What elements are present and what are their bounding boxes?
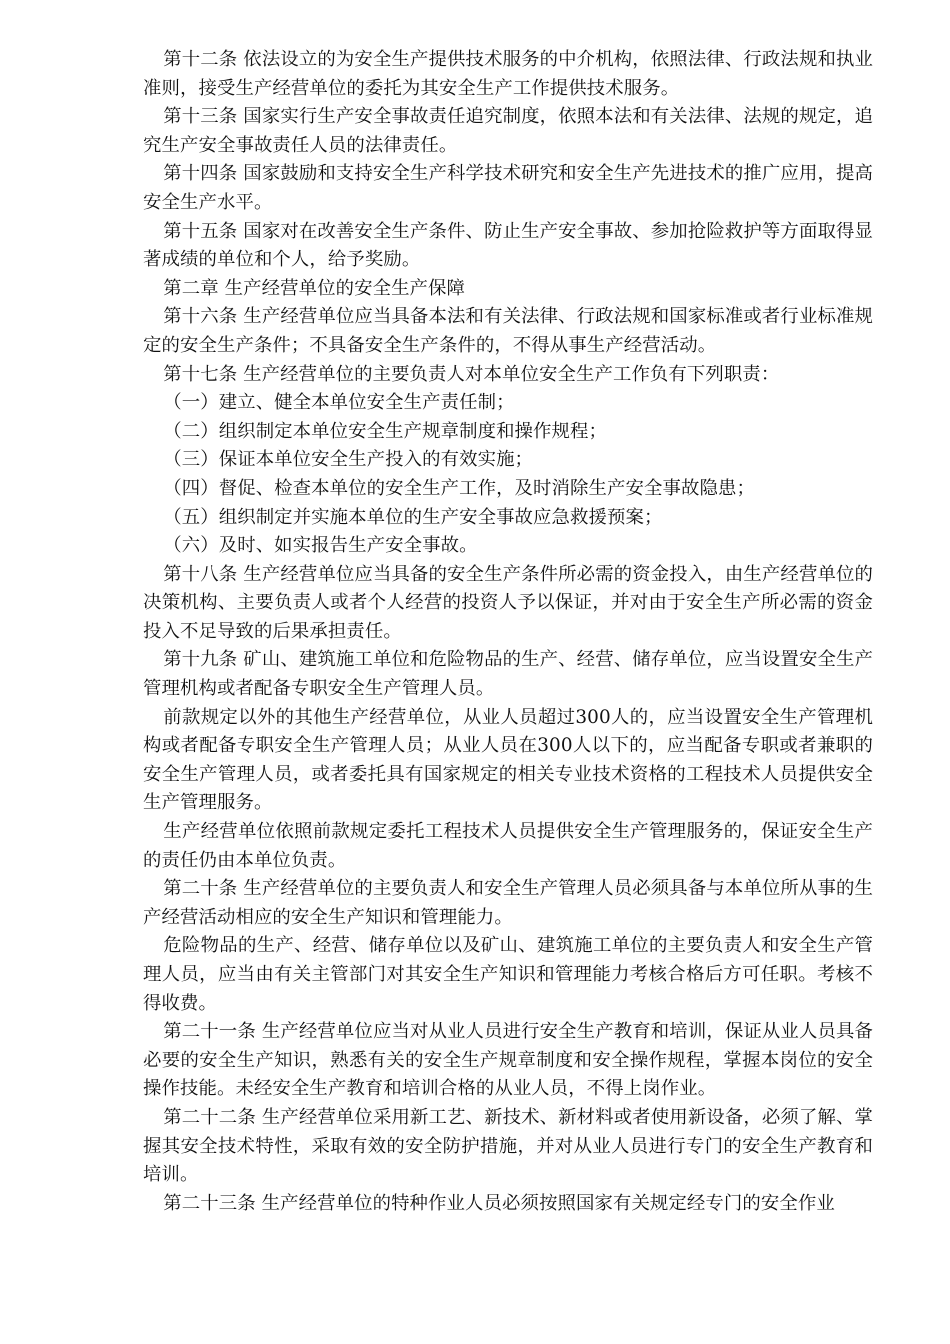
article-17-item-5: （五）组织制定并实施本单位的生产安全事故应急救援预案； — [163, 506, 663, 528]
article-14: 第十四条 国家鼓励和支持安全生产科学技术研究和安全生产先进技术的推广应用，提高安全生产水平。 — [143, 163, 873, 213]
article-19: 第十九条 矿山、建筑施工单位和危险物品的生产、经营、储存单位，应当设置安全生产管理机构或者配备专职安全生产管理人员。 — [143, 649, 873, 700]
chapter-heading: 第二章 生产经营单位的安全生产保障 — [163, 277, 466, 299]
article-22: 第二十二条 生产经营单位采用新工艺、新技术、新材料或者使用新设备，必须了解、掌握其安全技术特性，采取有效的安全防护措施，并对从业人员进行专门的安全生产教育和培训。 — [143, 1106, 873, 1186]
article-19-clause-2: 前款规定以外的其他生产经营单位，从业人员超过300人的，应当设置安全生产管理机构或者配备专职安全生产管理人员；从业人员在300人以下的，应当配备专职或者兼职的安全生产管理人员，或者委托具有国家规定的相关专业技术资格的工程技术人员提供安全生产管理服务。 — [143, 706, 873, 814]
article-12: 第十二条 依法设立的为安全生产提供技术服务的中介机构，依照法律、行政法规和执业准则，接受生产经营单位的委托为其安全生产工作提供技术服务。 — [143, 49, 873, 99]
document-page — [143, 46, 873, 1218]
article-23: 第二十三条 生产经营单位的特种作业人员必须按照国家有关规定经专门的安全作业 — [163, 1192, 835, 1214]
article-17-item-1: （一）建立、健全本单位安全生产责任制； — [163, 392, 515, 414]
article-19-clause-3: 生产经营单位依照前款规定委托工程技术人员提供安全生产管理服务的，保证安全生产的责任仍由本单位负责。 — [143, 821, 873, 871]
article-20: 第二十条 生产经营单位的主要负责人和安全生产管理人员必须具备与本单位所从事的生产经营活动相应的安全生产知识和管理能力。 — [143, 878, 873, 928]
article-20-clause-2: 危险物品的生产、经营、储存单位以及矿山、建筑施工单位的主要负责人和安全生产管理人员，应当由有关主管部门对其安全生产知识和管理能力考核合格后方可任职。考核不得收费。 — [143, 935, 873, 1014]
article-18: 第十八条 生产经营单位应当具备的安全生产条件所必需的资金投入，由生产经营单位的决策机构、主要负责人或者个人经营的投资人予以保证，并对由于安全生产所必需的资金投入不足导致的后果承担责任。 — [143, 563, 873, 642]
article-17: 第十七条 生产经营单位的主要负责人对本单位安全生产工作负有下列职责： — [163, 363, 780, 385]
article-15: 第十五条 国家对在改善安全生产条件、防止生产安全事故、参加抢险救护等方面取得显著成绩的单位和个人，给予奖励。 — [143, 220, 873, 271]
article-16: 第十六条 生产经营单位应当具备本法和有关法律、行政法规和国家标准或者行业标准规定的安全生产条件；不具备安全生产条件的，不得从事生产经营活动。 — [143, 306, 873, 356]
article-17-item-3: （三）保证本单位安全生产投入的有效实施； — [163, 449, 534, 471]
article-13: 第十三条 国家实行生产安全事故责任追究制度，依照本法和有关法律、法规的规定，追究生产安全事故责任人员的法律责任。 — [143, 106, 873, 156]
article-21: 第二十一条 生产经营单位应当对从业人员进行安全生产教育和培训，保证从业人员具备必要的安全生产知识，熟悉有关的安全生产规章制度和安全操作规程，掌握本岗位的安全操作技能。未经安全生产教育和培训合格的从业人员，不得上岗作业。 — [143, 1021, 873, 1100]
article-17-item-4: （四）督促、检查本单位的安全生产工作，及时消除生产安全事故隐患； — [163, 477, 755, 499]
article-17-item-2: （二）组织制定本单位安全生产规章制度和操作规程； — [163, 420, 608, 442]
article-17-item-6: （六）及时、如实报告生产安全事故。 — [163, 535, 478, 557]
